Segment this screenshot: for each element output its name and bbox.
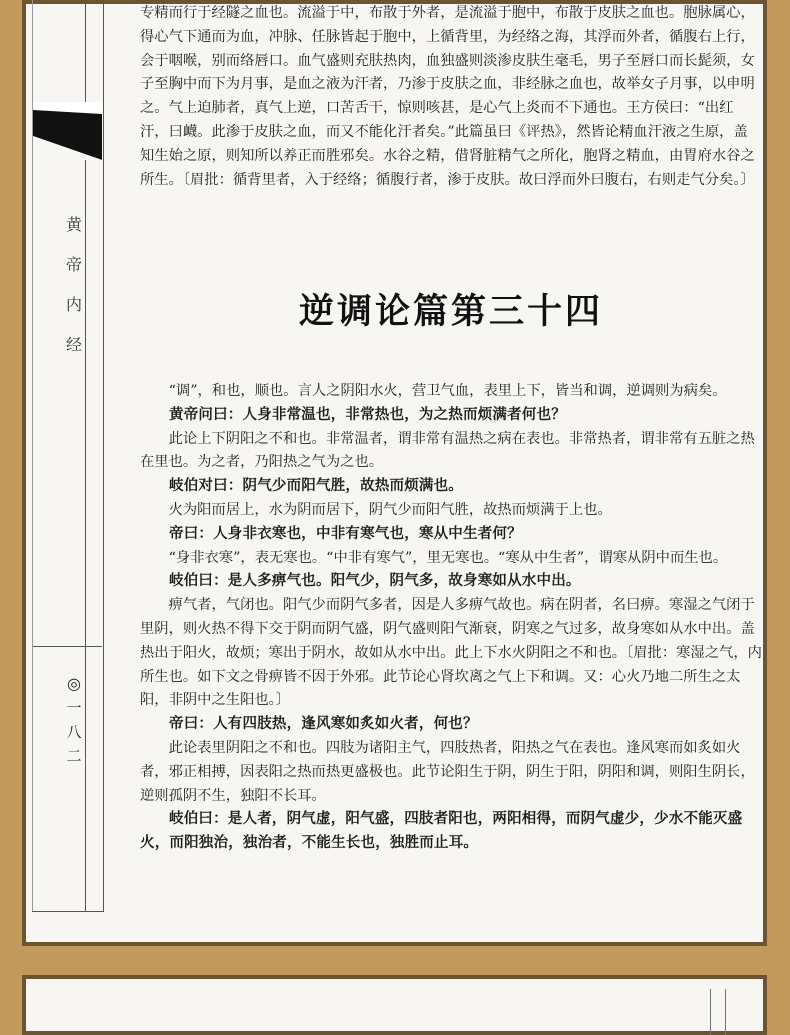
classic-text-paragraph: 岐伯曰：是人者，阴气虚，阳气盛，四肢者阳也，两阳相得，而阴气虚少，少水不能灭盛火，而阳独治，独治者，不能生长也，独胜而止耳。 bbox=[140, 811, 743, 852]
page-number: ◎ 一 八 二 bbox=[60, 672, 88, 768]
corner-ornament bbox=[33, 102, 102, 160]
commentary-paragraph: “调”，和也，顺也。言人之阴阳水火，营卫气血，表里上下，皆当和调，逆调则为病矣。 bbox=[168, 383, 727, 399]
next-page bbox=[22, 975, 767, 1035]
chapter-title: 逆调论篇第三十四 bbox=[298, 291, 603, 332]
classic-text-paragraph: 黄帝问曰：人身非常温也，非常热也，为之热而烦满者何也？ bbox=[169, 406, 566, 423]
book-page bbox=[22, 0, 767, 946]
circle-icon: ◎ bbox=[67, 674, 81, 693]
book-title-vertical: 黄 帝 内 经 bbox=[65, 215, 82, 354]
classic-text-paragraph: 帝曰：人身非衣寒也，中非有寒气也，寒从中生者何？ bbox=[169, 525, 522, 542]
commentary-paragraph: 痹气者，气闭也。阳气少而阴气多者，因是人多痹气故也。病在阴者，名曰痹。寒湿之气闭于里阴，则火热不得下交于阴而阴气盛，阴气盛则阳气渐衰，阴寒之气过多，故身寒如从水中出。盖热出于阳火，故烦；寒出于阴水，故如从水中出。此上下水火阴阳之不和也。〔眉批：寒湿之气，内所生也。如下文之骨痹皆不因于外邪。此节论心肾坎离之气上下和调。又：心火乃地二所生之太阳，非阴中之生阳也。〕 bbox=[140, 597, 762, 709]
commentary-paragraph: 此论表里阴阳之不和也。四肢为诸阳主气，四肢热者，阳热之气在表也。逢风寒而如炙如火者，邪正相搏，因表阳之热而热更盛极也。此节论阳生于阴，阴生于阳，阴阳和调，则阳生阴长，逆则孤阴不生，独阳不长耳。 bbox=[140, 739, 755, 804]
classic-text-paragraph: 帝曰：人有四肢热，逢风寒如炙如火者，何也？ bbox=[169, 716, 478, 733]
commentary-paragraph: 此论上下阴阳之不和也。非常温者，谓非常有温热之病在表也。非常热者，谓非常有五脏之热在里也。为之者，乃阳热之气为之也。 bbox=[140, 430, 755, 471]
classic-text-paragraph: 岐伯对曰：阴气少而阳气胜，故热而烦满也。 bbox=[169, 478, 463, 495]
commentary-paragraph: 专精而行于经隧之血也。流溢于中，布散于外者，是流溢于胞中，布散于皮肤之血也。胞脉属心，得心气下通而为血，冲脉、任脉皆起于胞中，上循背里，为经络之海，其浮而外者，循腹右上行，会于咽喉，别而络唇口。血气盛则充肤热肉，血独盛则淡渗皮肤生毫毛，男子至唇口而长髭须，女子至胸中而下为月事，是血之液为汗者，乃渗于皮肤之血，非经脉之血也，故举女子月事，以申明之。气上迫肺者，真气上逆，口苦舌干，惊则咳甚，是心气上炎而不下通也。王方侯曰：“出红汗，曰衊。此渗于皮肤之血，而又不能化汗者矣。”此篇虽曰《评热》，然皆论精血汗液之生原，盖知生始之原，则知所以养正而胜邪矣。水谷之精，借肾脏精气之所化，胞肾之精血，由胃府水谷之所生。〔眉批：循背里者，入于经络；循腹行者，渗于皮肤。故曰浮而外曰腹右，右则走气分矣。〕 bbox=[140, 5, 755, 188]
chapter-body bbox=[140, 380, 762, 856]
commentary-paragraph: 火为阳而居上，水为阴而居下，阴气少而阳气胜，故热而烦满于上也。 bbox=[168, 501, 612, 518]
top-paragraph-block bbox=[140, 2, 762, 192]
commentary-paragraph: “身非衣寒”，表无寒也。“中非有寒气”，里无寒也。“寒从中生者”，谓寒从阴中而生也。 bbox=[168, 549, 728, 566]
classic-text-paragraph: 岐伯曰：是人多痹气也。阳气少，阴气多，故身寒如从水中出。 bbox=[169, 573, 581, 590]
